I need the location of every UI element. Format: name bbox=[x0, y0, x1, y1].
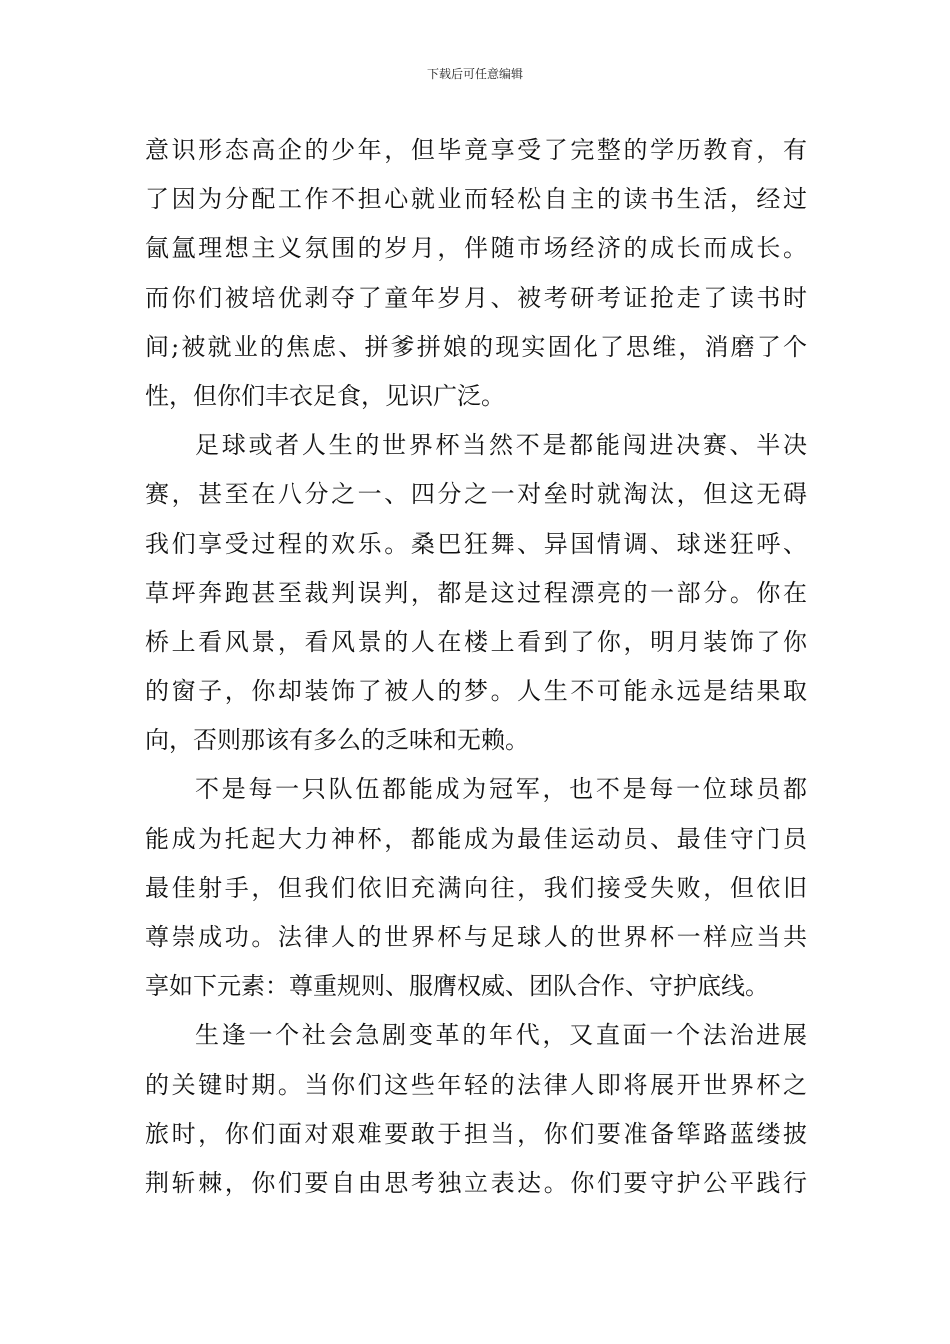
text-line: 荆斩棘，你们要自由思考独立表达。你们要守护公平践行 bbox=[145, 1168, 807, 1197]
paragraph-first-line: 生逢一个社会急剧变革的年代，又直面一个法治进展 bbox=[195, 1021, 807, 1050]
body-text bbox=[145, 126, 807, 1208]
paragraph-first-line: 不是每一只队伍都能成为冠军，也不是每一位球员都 bbox=[195, 775, 807, 804]
text-line: 了因为分配工作不担心就业而轻松自主的读书生活，经过 bbox=[145, 185, 807, 214]
text-line: 氤氲理想主义氛围的岁月，伴随市场经济的成长而成长。 bbox=[145, 234, 807, 263]
text-line: 最佳射手，但我们依旧充满向往，我们接受失败，但依旧 bbox=[145, 873, 807, 902]
text-line: 桥上看风景，看风景的人在楼上看到了你，明月装饰了你 bbox=[145, 627, 807, 656]
text-line: 我们享受过程的欢乐。桑巴狂舞、异国情调、球迷狂呼、 bbox=[145, 529, 807, 558]
page-header: 下载后可任意编辑 bbox=[426, 67, 523, 81]
text-line: 旅时，你们面对艰难要敢于担当，你们要准备筚路蓝缕披 bbox=[145, 1119, 807, 1148]
text-line: 草坪奔跑甚至裁判误判，都是这过程漂亮的一部分。你在 bbox=[145, 578, 807, 607]
text-line: 赛，甚至在八分之一、四分之一对垒时就淘汰，但这无碍 bbox=[145, 480, 807, 509]
text-line: 间;被就业的焦虑、拼爹拼娘的现实固化了思维，消磨了个 bbox=[145, 332, 807, 361]
text-line: 能成为托起大力神杯，都能成为最佳运动员、最佳守门员 bbox=[145, 824, 807, 853]
text-line: 意识形态高企的少年，但毕竟享受了完整的学历教育，有 bbox=[145, 136, 807, 164]
paragraph-first-line: 足球或者人生的世界杯当然不是都能闯进决赛、半决 bbox=[195, 431, 807, 460]
text-line: 性，但你们丰衣足食，见识广泛。 bbox=[145, 381, 505, 410]
text-line: 享如下元素：尊重规则、服膺权威、团队合作、守护底线。 bbox=[145, 972, 769, 1001]
text-line: 尊崇成功。法律人的世界杯与足球人的世界杯一样应当共 bbox=[145, 923, 807, 951]
text-line: 的关键时期。当你们这些年轻的法律人即将展开世界杯之 bbox=[145, 1070, 807, 1099]
text-line: 向，否则那该有多么的乏味和无赖。 bbox=[145, 726, 529, 755]
text-line: 的窗子，你却装饰了被人的梦。人生不可能永远是结果取 bbox=[145, 677, 807, 706]
text-line: 而你们被培优剥夺了童年岁月、被考研考证抢走了读书时 bbox=[145, 283, 807, 312]
